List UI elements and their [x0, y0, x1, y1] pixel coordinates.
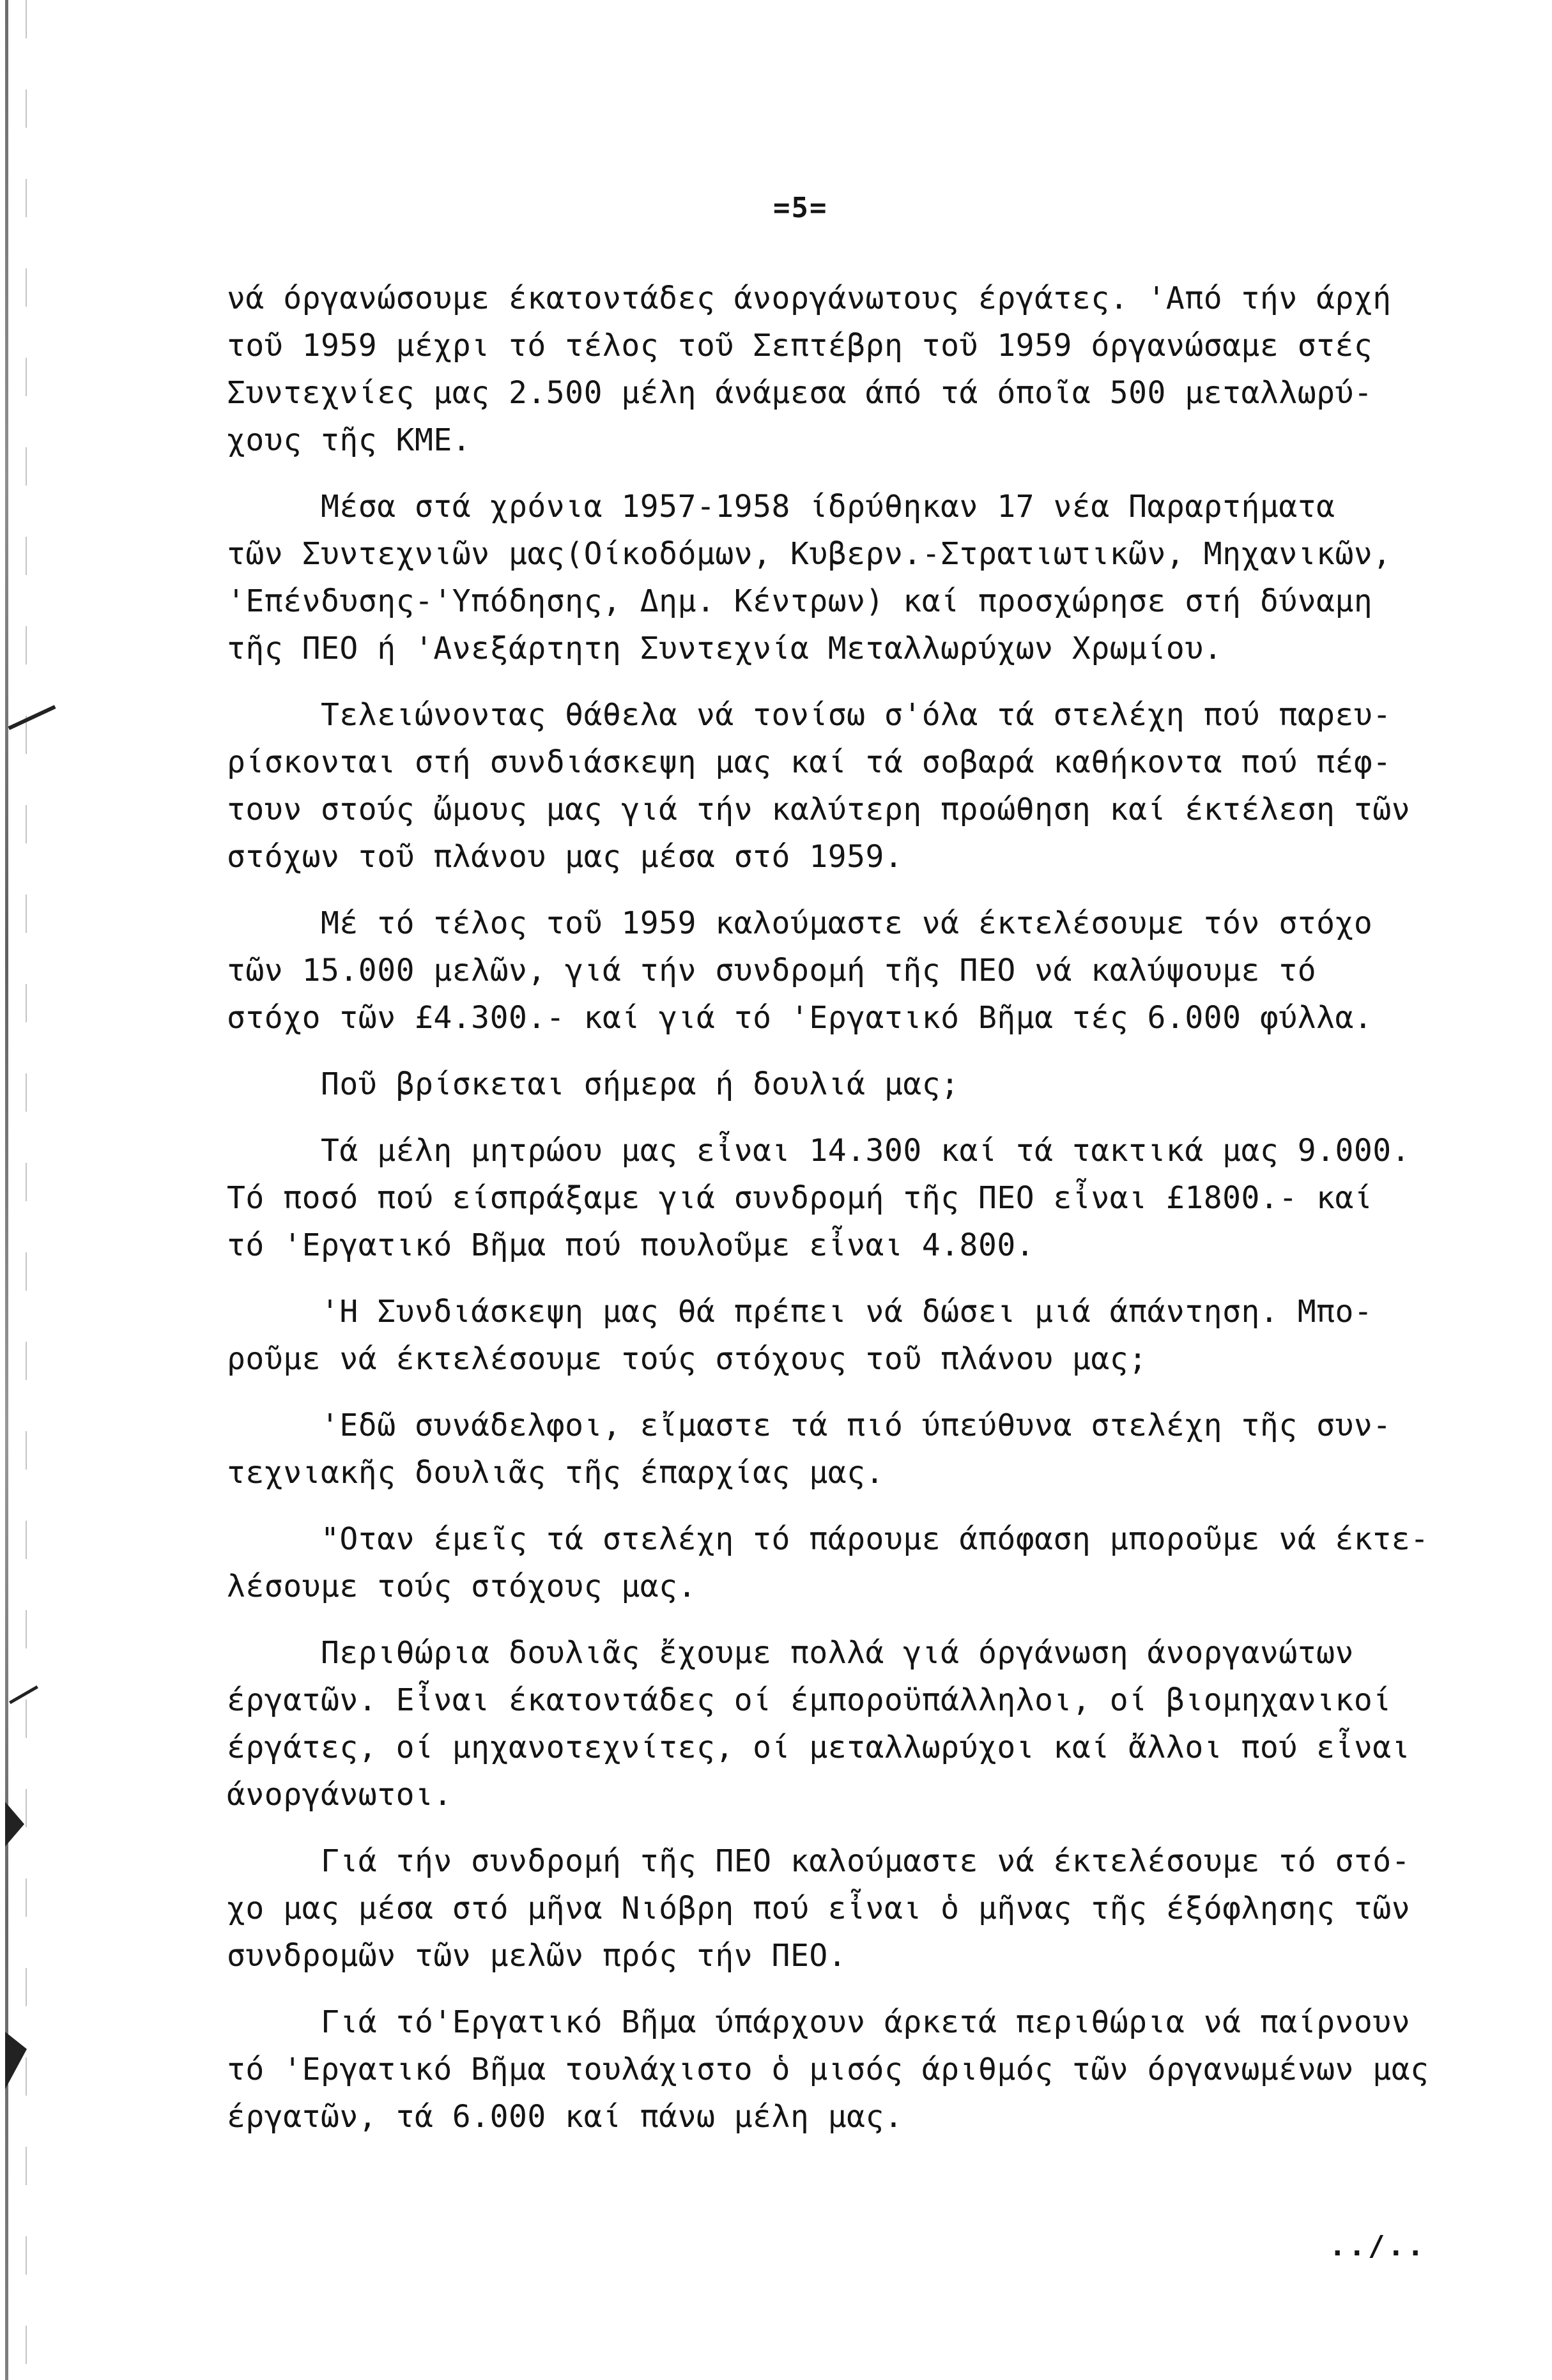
paragraph: [227, 691, 1521, 880]
text-line: Γιά τό'Εργατικό Βῆμα ύπάρχουν άρκετά περιθώρια νά παίρνουν: [227, 2004, 1411, 2040]
text-line: ρίσκονται στή συνδιάσκεψη μας καί τά σοβαρά καθήκοντα πού πέφ-: [227, 744, 1392, 780]
text-line: έργάτες, οί μηχανοτεχνίτες, οί μεταλλωρύχοι καί ἄλλοι πού εἶναι: [227, 1730, 1411, 1765]
text-line: "Οταν έμεῖς τά στελέχη τό πάρουμε άπόφαση μποροῦμε νά έκτε-: [227, 1521, 1429, 1557]
text-line: Γιά τήν συνδρομή τῆς ΠΕΟ καλούμαστε νά έκτελέσουμε τό στό-: [227, 1843, 1411, 1879]
continuation-mark: ../..: [1329, 2230, 1427, 2262]
text-line: στόχων τοῦ πλάνου μας μέσα στό 1959.: [227, 839, 903, 875]
paragraph: [227, 275, 1521, 464]
text-line: χο μας μέσα στό μῆνα Νιόβρη πού εἶναι ὁ μῆνας τῆς έξόφλησης τῶν: [227, 1891, 1411, 1926]
paragraph: [227, 900, 1521, 1041]
text-line: Περιθώρια δουλιᾶς ἔχουμε πολλά γιά όργάνωση άνοργανώτων: [227, 1635, 1354, 1671]
text-line: τό 'Εργατικό Βῆμα τουλάχιστο ὁ μισός άριθμός τῶν όργανωμένων μας: [227, 2052, 1429, 2087]
text-line: Ποῦ βρίσκεται σήμερα ή δουλιά μας;: [227, 1066, 960, 1102]
scan-edge-shadow: [5, 0, 8, 2380]
text-line: τεχνιακῆς δουλιᾶς τῆς έπαρχίας μας.: [227, 1455, 884, 1491]
text-line: τουν στούς ὤμους μας γιά τήν καλύτερη προώθηση καί έκτέλεση τῶν: [227, 792, 1411, 827]
paragraph: [227, 1402, 1521, 1496]
text-line: 'Επένδυσης-'Υπόδησης, Δημ. Κέντρων) καί προσχώρησε στή δύναμη: [227, 583, 1373, 619]
paragraph: [227, 1516, 1521, 1610]
text-line: τῆς ΠΕΟ ή 'Ανεξάρτητη Συντεχνία Μεταλλωρύχων Χρωμίου.: [227, 631, 1223, 666]
paragraph: [227, 1061, 1521, 1108]
scan-edge-tick: [5, 2032, 27, 2089]
paragraph: [227, 1838, 1521, 1979]
text-line: Τά μέλη μητρώου μας εἶναι 14.300 καί τά τακτικά μας 9.000.: [227, 1133, 1411, 1169]
text-line: Τό ποσό πού είσπράξαμε γιά συνδρομή τῆς ΠΕΟ εἶναι £1800.- καί: [227, 1180, 1373, 1216]
text-line: τῶν 15.000 μελῶν, γιά τήν συνδρομή τῆς ΠΕΟ νά καλύψουμε τό: [227, 953, 1317, 988]
scan-edge-tick: [8, 705, 56, 730]
page-number: =5=: [773, 192, 828, 224]
paragraph: [227, 1629, 1521, 1818]
text-line: έργατῶν, τά 6.000 καί πάνω μέλη μας.: [227, 2099, 903, 2135]
text-line: τῶν Συντεχνιῶν μας(Οίκοδόμων, Κυβερν.-Στρατιωτικῶν, Μηχανικῶν,: [227, 536, 1392, 572]
document-body: [227, 275, 1521, 2160]
text-line: στόχο τῶν £4.300.- καί γιά τό 'Εργατικό Βῆμα τές 6.000 φύλλα.: [227, 1000, 1373, 1036]
scan-edge-tick: [9, 1685, 38, 1704]
text-line: 'Η Συνδιάσκεψη μας θά πρέπει νά δώσει μιά άπάντηση. Μπο-: [227, 1294, 1373, 1330]
text-line: νά όργανώσουμε έκατοντάδες άνοργάνωτους έργάτες. 'Από τήν άρχή: [227, 280, 1392, 316]
text-line: Μέ τό τέλος τοῦ 1959 καλούμαστε νά έκτελέσουμε τόν στόχο: [227, 905, 1373, 941]
paragraph: [227, 1127, 1521, 1269]
text-line: έργατῶν. Εἶναι έκατοντάδες οί έμποροϋπάλληλοι, οί βιομηχανικοί: [227, 1682, 1392, 1718]
text-line: άνοργάνωτοι.: [227, 1777, 452, 1813]
text-line: χους τῆς ΚΜΕ.: [227, 422, 472, 458]
text-line: συνδρομῶν τῶν μελῶν πρός τήν ΠΕΟ.: [227, 1938, 847, 1974]
text-line: Μέσα στά χρόνια 1957-1958 ίδρύθηκαν 17 νέα Παραρτήματα: [227, 489, 1335, 525]
paragraph: [227, 483, 1521, 672]
text-line: Συντεχνίες μας 2.500 μέλη άνάμεσα άπό τά όποῖα 500 μεταλλωρύ-: [227, 375, 1373, 411]
text-line: ροῦμε νά έκτελέσουμε τούς στόχους τοῦ πλάνου μας;: [227, 1341, 1148, 1377]
scan-edge-artifact: [26, 0, 27, 2380]
text-line: λέσουμε τούς στόχους μας.: [227, 1569, 696, 1604]
paragraph: [227, 1999, 1521, 2140]
text-line: τοῦ 1959 μέχρι τό τέλος τοῦ Σεπτέβρη τοῦ 1959 όργανώσαμε στές: [227, 328, 1373, 364]
paragraph: [227, 1288, 1521, 1383]
scan-edge-tick: [5, 1802, 24, 1846]
text-line: Τελειώνοντας θάθελα νά τονίσω σ'όλα τά στελέχη πού παρευ-: [227, 697, 1392, 733]
text-line: 'Εδῶ συνάδελφοι, εἴμαστε τά πιό ύπεύθυνα στελέχη τῆς συν-: [227, 1408, 1392, 1443]
text-line: τό 'Εργατικό Βῆμα πού πουλοῦμε εἶναι 4.800.: [227, 1227, 1035, 1263]
